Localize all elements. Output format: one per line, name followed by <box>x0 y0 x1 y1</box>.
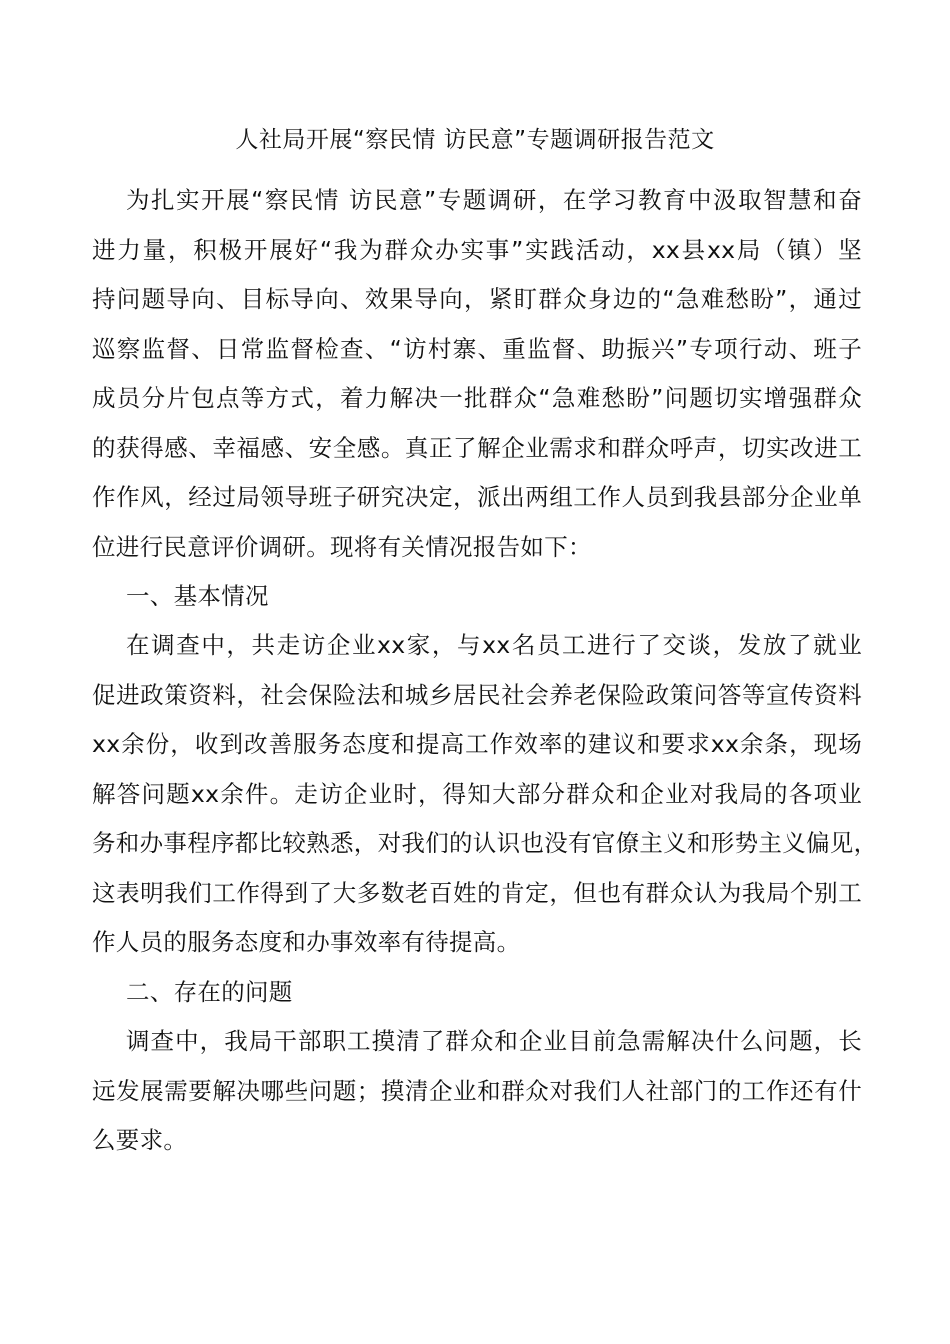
paragraph-intro <box>92 176 862 572</box>
paragraph-line: 远发展需要解决哪些问题；摸清企业和群众对我们人社部门的工作还有什 <box>92 1076 862 1105</box>
paragraph-line: 进力量，积极开展好“我为群众办实事”实践活动，xx县xx局（镇）坚 <box>92 235 862 264</box>
paragraph-line: 作人员的服务态度和办事效率有待提高。 <box>92 928 521 956</box>
paragraph-line: 成员分片包点等方式，着力解决一批群众“急难愁盼”问题切实增强群众 <box>92 384 862 412</box>
paragraph-line: 巡察监督、日常监督检查、“访村寨、重监督、助振兴”专项行动、班子 <box>92 334 862 363</box>
paragraph-line: 作作风，经过局领导班子研究决定，派出两组工作人员到我县部分企业单 <box>92 483 862 511</box>
paragraph-existing-problems <box>92 1017 862 1166</box>
paragraph-line: 的获得感、幸福感、安全感。真正了解企业需求和群众呼声，切实改进工 <box>92 433 862 462</box>
paragraph-line: 持问题导向、目标导向、效果导向，紧盯群众身边的“急难愁盼”，通过 <box>92 285 862 313</box>
paragraph-line: 务和办事程序都比较熟悉，对我们的认识也没有官僚主义和形势主义偏见， <box>92 829 878 857</box>
paragraph-basic-situation <box>92 621 878 968</box>
paragraph-line: 位进行民意评价调研。现将有关情况报告如下： <box>92 532 592 561</box>
paragraph-line: 促进政策资料，社会保险法和城乡居民社会养老保险政策问答等宣传资料 <box>92 680 862 709</box>
paragraph-line: 为扎实开展“察民情 访民意”专题调研，在学习教育中汲取智慧和奋 <box>126 186 862 214</box>
paragraph-line: 在调查中，共走访企业xx家，与xx名员工进行了交谈，发放了就业 <box>126 631 862 659</box>
section-heading-existing-problems: 二、存在的问题 <box>126 978 293 1006</box>
paragraph-line: 调查中，我局干部职工摸清了群众和企业目前急需解决什么问题，长 <box>126 1027 862 1055</box>
paragraph-line: 解答问题xx余件。走访企业时，得知大部分群众和企业对我局的各项业 <box>92 779 862 808</box>
paragraph-line: xx余份，收到改善服务态度和提高工作效率的建议和要求xx余条，现场 <box>92 730 862 758</box>
section-heading-basic-situation: 一、基本情况 <box>126 582 269 610</box>
paragraph-line: 这表明我们工作得到了大多数老百姓的肯定，但也有群众认为我局个别工 <box>92 878 862 907</box>
document-title: 人社局开展“察民情 访民意”专题调研报告范文 <box>235 127 715 153</box>
paragraph-line: 么要求。 <box>92 1126 188 1154</box>
